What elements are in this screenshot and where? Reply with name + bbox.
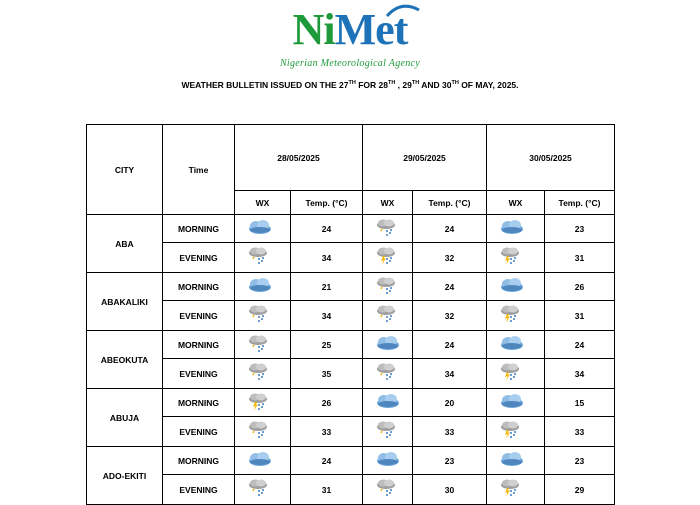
weather-cell (363, 301, 413, 331)
weather-cell (487, 389, 545, 417)
weather-cell (487, 447, 545, 475)
time-of-day: EVENING (163, 243, 235, 273)
time-of-day: EVENING (163, 417, 235, 447)
temperature-value: 24 (413, 273, 487, 301)
temperature-value: 33 (413, 417, 487, 447)
weather-cell (235, 301, 291, 331)
temperature-value: 30 (413, 475, 487, 505)
weather-cell (235, 447, 291, 475)
city-name: ABEOKUTA (87, 331, 163, 389)
city-name: ABA (87, 215, 163, 273)
table-row (87, 475, 615, 505)
time-of-day: MORNING (163, 215, 235, 243)
header-temp: Temp. (°C) (291, 191, 363, 215)
weather-cell (487, 359, 545, 389)
weather-cell (487, 331, 545, 359)
weather-cell (363, 331, 413, 359)
temperature-value: 24 (413, 215, 487, 243)
temperature-value: 34 (545, 359, 615, 389)
weather-cell (363, 447, 413, 475)
temperature-value: 15 (545, 389, 615, 417)
temperature-value: 26 (291, 389, 363, 417)
time-of-day: MORNING (163, 331, 235, 359)
temperature-value: 34 (413, 359, 487, 389)
temperature-value: 31 (545, 301, 615, 331)
weather-cell (487, 273, 545, 301)
temperature-value: 23 (545, 447, 615, 475)
header-city: CITY (87, 125, 163, 215)
table-row (87, 215, 615, 243)
city-name: ABUJA (87, 389, 163, 447)
weather-cell (235, 417, 291, 447)
time-of-day: EVENING (163, 475, 235, 505)
table-row (87, 273, 615, 301)
table-row (87, 243, 615, 273)
table-row (87, 389, 615, 417)
temperature-value: 24 (291, 447, 363, 475)
temperature-value: 34 (291, 243, 363, 273)
weather-cell (235, 273, 291, 301)
weather-cell (235, 243, 291, 273)
header-date-3: 30/05/2025 (487, 125, 615, 191)
nimet-logo (0, 6, 700, 54)
forecast-table (86, 124, 615, 505)
weather-cell (487, 301, 545, 331)
header-date-2: 29/05/2025 (363, 125, 487, 191)
weather-cell (363, 273, 413, 301)
temperature-value: 32 (413, 243, 487, 273)
logo-text-met: Met (334, 5, 408, 54)
table-row (87, 331, 615, 359)
temperature-value: 21 (291, 273, 363, 301)
logo-swoosh-icon (385, 4, 421, 18)
city-name: ABAKALIKI (87, 273, 163, 331)
city-name: ADO-EKITI (87, 447, 163, 505)
weather-cell (363, 417, 413, 447)
temperature-value: 24 (545, 331, 615, 359)
weather-cell (363, 475, 413, 505)
temperature-value: 24 (413, 331, 487, 359)
temperature-value: 35 (291, 359, 363, 389)
weather-cell (363, 215, 413, 243)
logo-text-ni: Ni (292, 5, 335, 54)
weather-cell (235, 215, 291, 243)
weather-cell (363, 243, 413, 273)
temperature-value: 20 (413, 389, 487, 417)
time-of-day: EVENING (163, 301, 235, 331)
time-of-day: MORNING (163, 273, 235, 301)
weather-cell (235, 331, 291, 359)
header-wx: WX (235, 191, 291, 215)
header-time: Time (163, 125, 235, 215)
agency-name: Nigerian Meteorological Agency (279, 58, 421, 69)
weather-cell (487, 417, 545, 447)
weather-cell (235, 359, 291, 389)
weather-cell (363, 359, 413, 389)
header-wx: WX (363, 191, 413, 215)
weather-cell (487, 215, 545, 243)
temperature-value: 33 (545, 417, 615, 447)
temperature-value: 34 (291, 301, 363, 331)
temperature-value: 24 (291, 215, 363, 243)
weather-cell (235, 475, 291, 505)
table-row (87, 301, 615, 331)
temperature-value: 31 (545, 243, 615, 273)
time-of-day: MORNING (163, 447, 235, 475)
weather-cell (487, 243, 545, 273)
header-temp: Temp. (°C) (545, 191, 615, 215)
bulletin-title: WEATHER BULLETIN ISSUED ON THE 27TH FOR 28TH , 29TH AND 30TH OF MAY, 2025. (181, 80, 519, 90)
weather-cell (235, 389, 291, 417)
weather-cell (363, 389, 413, 417)
time-of-day: MORNING (163, 389, 235, 417)
temperature-value: 33 (291, 417, 363, 447)
header-date-1: 28/05/2025 (235, 125, 363, 191)
logo-wordmark (293, 6, 408, 54)
temperature-value: 23 (545, 215, 615, 243)
temperature-value: 23 (413, 447, 487, 475)
table-row (87, 417, 615, 447)
header-wx: WX (487, 191, 545, 215)
header-temp: Temp. (°C) (413, 191, 487, 215)
temperature-value: 32 (413, 301, 487, 331)
weather-cell (487, 475, 545, 505)
time-of-day: EVENING (163, 359, 235, 389)
temperature-value: 29 (545, 475, 615, 505)
temperature-value: 26 (545, 273, 615, 301)
table-row (87, 359, 615, 389)
temperature-value: 25 (291, 331, 363, 359)
table-row (87, 447, 615, 475)
temperature-value: 31 (291, 475, 363, 505)
